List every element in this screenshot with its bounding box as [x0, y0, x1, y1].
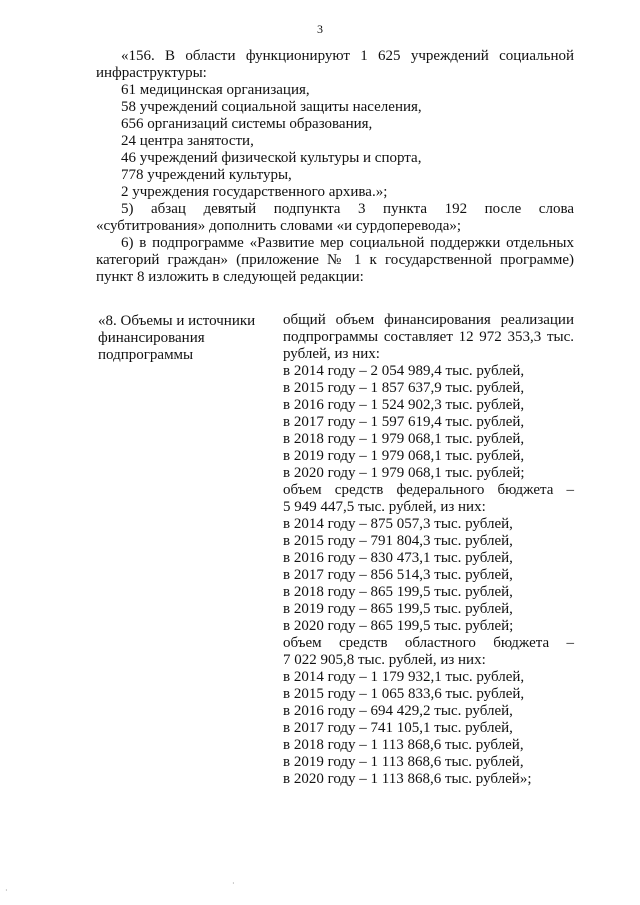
table-value-line: в 2018 году – 865 199,5 тыс. рублей, [283, 584, 513, 600]
table-value-cell [283, 312, 574, 788]
table-value-line: объем средств федерального бюджета – [283, 482, 574, 498]
table-value-line: 7 022 905,8 тыс. рублей, из них: [283, 652, 486, 668]
text-line: 5) абзац девятый подпункта 3 пункта 192 после слова [121, 201, 574, 217]
table-label-line: «8. Объемы и источники [98, 313, 256, 329]
scan-mark: · [5, 886, 8, 895]
table-value-line: в 2019 году – 865 199,5 тыс. рублей, [283, 601, 513, 617]
table-value-line: в 2017 году – 741 105,1 тыс. рублей, [283, 720, 513, 736]
table-value-line: в 2018 году – 1 113 868,6 тыс. рублей, [283, 737, 524, 753]
text-line: 61 медицинская организация, [121, 82, 310, 98]
table-value-line: в 2014 году – 875 057,3 тыс. рублей, [283, 516, 513, 532]
table-value-line: в 2019 году – 1 979 068,1 тыс. рублей, [283, 448, 525, 464]
table-label-line: финансирования [98, 330, 205, 346]
table-value-line: объем средств областного бюджета – [283, 635, 574, 651]
text-line: 656 организаций системы образования, [121, 116, 373, 132]
text-line: 778 учреждений культуры, [121, 167, 292, 183]
table-label-line: подпрограммы [98, 347, 194, 363]
table-value-line: подпрограммы составляет 12 972 353,3 тыс. [283, 329, 574, 345]
table-value-line: в 2014 году – 2 054 989,4 тыс. рублей, [283, 363, 525, 379]
table-value-line: в 2015 году – 1 065 833,6 тыс. рублей, [283, 686, 525, 702]
table-value-line: в 2017 году – 856 514,3 тыс. рублей, [283, 567, 513, 583]
scan-mark: · [232, 879, 235, 888]
text-line: 6) в подпрограмме «Развитие мер социальной поддержки отдельных [121, 235, 574, 251]
page-number: 3 [317, 22, 323, 36]
table-value-line: в 2020 году – 865 199,5 тыс. рублей; [283, 618, 514, 634]
table-label-cell [98, 313, 273, 364]
table-value-line: в 2016 году – 694 429,2 тыс. рублей, [283, 703, 513, 719]
amendment-text [96, 48, 574, 286]
table-value-line: в 2020 году – 1 979 068,1 тыс. рублей; [283, 465, 525, 481]
text-line: категорий граждан» (приложение № 1 к государственной программе) [96, 252, 574, 268]
text-line: инфраструктуры: [96, 65, 207, 81]
table-value-line: общий объем финансирования реализации [283, 312, 574, 328]
table-value-line: в 2015 году – 791 804,3 тыс. рублей, [283, 533, 513, 549]
table-value-line: в 2016 году – 1 524 902,3 тыс. рублей, [283, 397, 525, 413]
text-line: 58 учреждений социальной защиты населения, [121, 99, 422, 115]
table-value-line: 5 949 447,5 тыс. рублей, из них: [283, 499, 486, 515]
table-value-line: рублей, из них: [283, 346, 380, 362]
text-line: 2 учреждения государственного архива.»; [121, 184, 388, 200]
table-value-line: в 2017 году – 1 597 619,4 тыс. рублей, [283, 414, 525, 430]
table-value-line: в 2019 году – 1 113 868,6 тыс. рублей, [283, 754, 524, 770]
text-line: «156. В области функционируют 1 625 учреждений социальной [121, 48, 574, 64]
table-value-line: в 2015 году – 1 857 637,9 тыс. рублей, [283, 380, 525, 396]
table-value-line: в 2020 году – 1 113 868,6 тыс. рублей»; [283, 771, 532, 787]
table-value-line: в 2014 году – 1 179 932,1 тыс. рублей, [283, 669, 525, 685]
table-value-line: в 2018 году – 1 979 068,1 тыс. рублей, [283, 431, 525, 447]
text-line: 46 учреждений физической культуры и спорта, [121, 150, 422, 166]
text-line: пункт 8 изложить в следующей редакции: [96, 269, 364, 285]
text-line: 24 центра занятости, [121, 133, 254, 149]
table-value-line: в 2016 году – 830 473,1 тыс. рублей, [283, 550, 513, 566]
text-line: «субтитрования» дополнить словами «и сурдоперевода»; [96, 218, 462, 234]
